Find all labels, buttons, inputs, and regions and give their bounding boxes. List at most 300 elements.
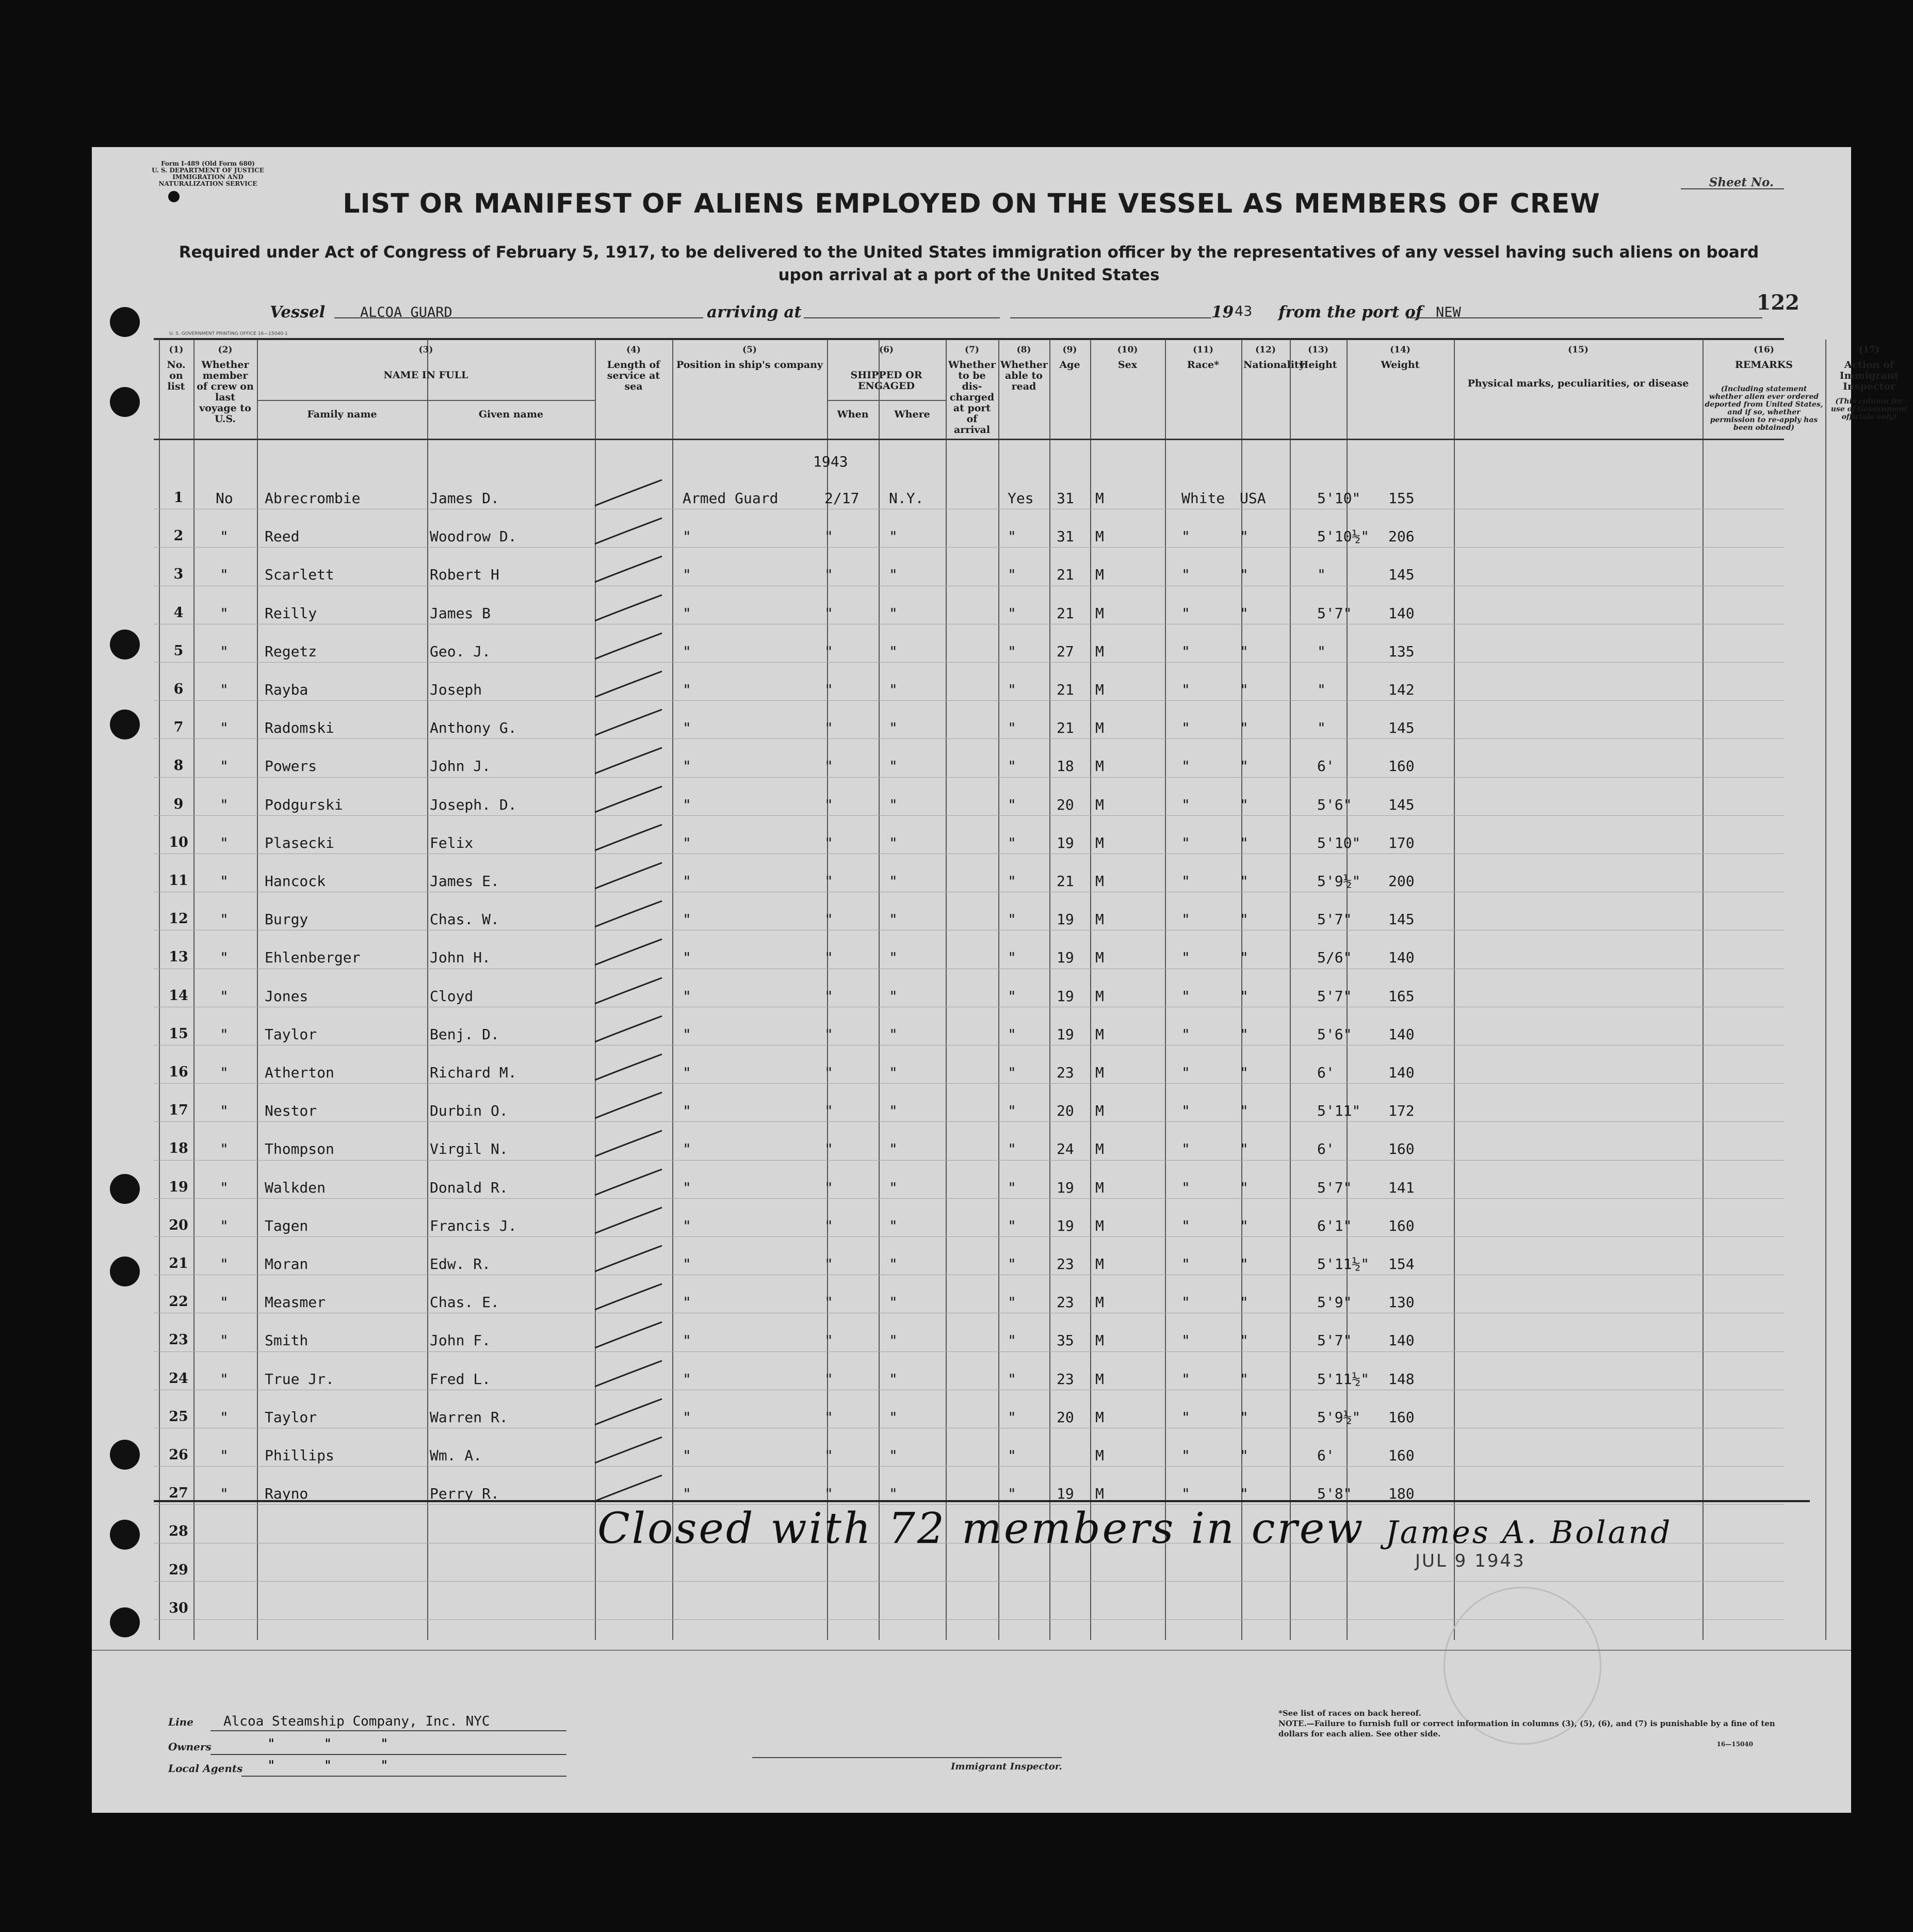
cell-no: 23	[169, 1332, 188, 1348]
cell-prev: "	[220, 1179, 229, 1196]
cell-where: "	[889, 1102, 898, 1120]
cell-position: "	[683, 949, 691, 967]
cell-read: "	[1008, 1064, 1016, 1081]
cell-weight: 145	[1388, 911, 1415, 928]
cell-sex: M	[1095, 987, 1104, 1005]
cell-given: Warren R.	[430, 1408, 508, 1426]
col15-number: (15)	[1568, 345, 1588, 355]
cell-position: "	[683, 1140, 691, 1158]
service-pen-stroke	[590, 896, 672, 932]
cell-age: 23	[1057, 1255, 1074, 1273]
cell-weight: 206	[1388, 528, 1415, 545]
cell-family: Atherton	[265, 1064, 334, 1081]
cell-nationality: "	[1240, 1025, 1249, 1043]
cell-weight: 160	[1388, 1447, 1415, 1464]
cell-family: Scarlett	[265, 566, 334, 584]
cell-age: 20	[1057, 1102, 1074, 1120]
cell-nationality: "	[1240, 528, 1249, 545]
cell-given: James E.	[430, 873, 499, 890]
cell-family: Taylor	[265, 1025, 317, 1043]
cell-where: "	[889, 719, 898, 737]
column-rule	[1090, 340, 1091, 1640]
cell-position: "	[683, 1447, 691, 1464]
cell-given: Francis J.	[430, 1217, 517, 1234]
cell-prev: "	[220, 528, 229, 545]
col14-header: Weight	[1381, 359, 1420, 371]
cell-prev: "	[220, 1408, 229, 1426]
col5-header: Position in ship's company	[676, 359, 823, 371]
cell-when: "	[824, 1255, 833, 1273]
service-pen-stroke	[590, 781, 672, 817]
sheet-number: 122	[1756, 291, 1799, 315]
cell-given: James B	[430, 604, 491, 622]
cell-when: "	[824, 911, 833, 928]
races-note: *See list of races on back hereof.	[1278, 1709, 1421, 1718]
handwritten-closing-note	[597, 1504, 1672, 1553]
cell-position: "	[683, 528, 691, 545]
cell-nationality: "	[1240, 758, 1249, 775]
cell-prev: "	[220, 1064, 229, 1081]
cell-race: "	[1181, 719, 1190, 737]
cell-weight: 142	[1388, 681, 1415, 698]
cell-when: "	[824, 1408, 833, 1426]
cell-read: "	[1008, 1217, 1016, 1234]
cell-position: "	[683, 873, 691, 890]
cell-age: 19	[1057, 911, 1074, 928]
cell-position: "	[683, 1370, 691, 1388]
cell-position: "	[683, 1408, 691, 1426]
form-code: 16—15040	[1716, 1741, 1753, 1748]
cell-race: "	[1181, 1025, 1190, 1043]
cell-age: 19	[1057, 987, 1074, 1005]
service-pen-stroke	[590, 475, 672, 511]
col3-subheader-divider	[427, 400, 428, 440]
cell-family: Hancock	[265, 873, 326, 890]
cell-weight: 140	[1388, 1332, 1415, 1349]
cell-read: "	[1008, 987, 1016, 1005]
cell-position: "	[683, 566, 691, 584]
cell-position: "	[683, 1179, 691, 1196]
cell-height: 5'7"	[1317, 1179, 1352, 1196]
cell-read: Yes	[1008, 490, 1034, 507]
cell-read: "	[1008, 1332, 1016, 1349]
cell-race: "	[1181, 1179, 1190, 1196]
cell-position: "	[683, 719, 691, 737]
cell-age: 20	[1057, 1408, 1074, 1426]
row-rule	[154, 1351, 1784, 1352]
cell-age: 21	[1057, 566, 1074, 584]
cell-where: "	[889, 1064, 898, 1081]
row-rule	[154, 738, 1784, 739]
cell-where: "	[889, 642, 898, 660]
cell-where: "	[889, 987, 898, 1005]
cell-race: "	[1181, 834, 1190, 851]
cell-prev: "	[220, 604, 229, 622]
cell-family: Abrecrombie	[265, 490, 361, 507]
service-pen-stroke	[590, 1279, 672, 1315]
cell-height: "	[1317, 642, 1326, 660]
manifest-sheet	[92, 147, 1908, 1813]
cell-height: 5'7"	[1317, 987, 1352, 1005]
cell-where: "	[889, 1370, 898, 1388]
cell-weight: 172	[1388, 1102, 1415, 1120]
cell-race: "	[1181, 796, 1190, 813]
col7-header: Whether to be dis-charged at port of arrival	[948, 359, 996, 436]
service-pen-stroke	[590, 590, 672, 626]
local-agents-label: Local Agents	[168, 1762, 243, 1775]
cell-no: 11	[169, 873, 188, 889]
cell-sex: M	[1095, 1447, 1104, 1464]
col12-number: (12)	[1255, 345, 1276, 355]
col10-number: (10)	[1117, 345, 1138, 355]
col16-header: REMARKS	[1734, 359, 1793, 371]
cell-nationality: "	[1240, 949, 1249, 967]
column-rule	[1049, 340, 1050, 1640]
cell-when: "	[824, 1217, 833, 1234]
cell-sex: M	[1095, 949, 1104, 967]
service-pen-stroke	[590, 1011, 672, 1047]
col12-header: Nationality	[1243, 359, 1305, 371]
service-pen-stroke	[590, 1049, 672, 1085]
col14-number: (14)	[1390, 345, 1411, 355]
col9-header: Age	[1059, 359, 1080, 371]
owners-value: " " "	[267, 1736, 388, 1752]
service-pen-stroke	[590, 1241, 672, 1277]
row-rule	[154, 1083, 1784, 1084]
cell-prev: "	[220, 987, 229, 1005]
cell-sex: M	[1095, 1294, 1104, 1311]
cell-when: "	[824, 1370, 833, 1388]
year-note: 1943	[813, 453, 848, 470]
col3-number: (3)	[418, 345, 433, 355]
cell-weight: 140	[1388, 604, 1415, 622]
cell-race: "	[1181, 566, 1190, 584]
cell-race: "	[1181, 1255, 1190, 1273]
table-top-border	[154, 338, 1784, 340]
col13-header: Height	[1299, 359, 1337, 371]
column-rule	[1290, 340, 1291, 1640]
cell-position: "	[683, 1294, 691, 1311]
cell-height: 6'	[1317, 1447, 1335, 1464]
cell-race: "	[1181, 1447, 1190, 1464]
cell-no: 16	[169, 1064, 188, 1080]
cell-sex: M	[1095, 1064, 1104, 1081]
cell-read: "	[1008, 604, 1016, 622]
cell-sex: M	[1095, 834, 1104, 851]
cell-sex: M	[1095, 681, 1104, 698]
cell-age: 21	[1057, 719, 1074, 737]
cell-prev: "	[220, 1102, 229, 1120]
col2-number: (2)	[218, 345, 233, 355]
cell-race: "	[1181, 1102, 1190, 1120]
cell-no: 8	[173, 758, 184, 774]
cell-given: Benj. D.	[430, 1025, 499, 1043]
cell-where: "	[889, 1217, 898, 1234]
cell-position: "	[683, 987, 691, 1005]
cell-no: 27	[169, 1485, 188, 1502]
penalty-note: NOTE.—Failure to furnish full or correct information in columns (3), (5), (6), and (7) is punishable by a fine of ten dollars for each alien. See other side.	[1278, 1719, 1775, 1738]
cell-weight: 170	[1388, 834, 1415, 851]
line-underline	[210, 1730, 566, 1731]
cell-race: "	[1181, 949, 1190, 967]
service-pen-stroke	[590, 819, 672, 856]
col6-subheader-divider	[879, 400, 880, 440]
cell-family: Nestor	[265, 1102, 317, 1120]
year-prefix: 19	[1211, 303, 1234, 321]
cell-nationality: "	[1240, 1294, 1249, 1311]
col9-number: (9)	[1062, 345, 1077, 355]
cell-read: "	[1008, 719, 1016, 737]
cell-weight: 130	[1388, 1294, 1415, 1311]
cell-family: Thompson	[265, 1140, 334, 1158]
cell-when: "	[824, 719, 833, 737]
col4-number: (4)	[626, 345, 641, 355]
cell-position: "	[683, 1217, 691, 1234]
line-value: Alcoa Steamship Company, Inc. NYC	[223, 1714, 490, 1729]
cell-height: 5/6"	[1317, 949, 1352, 967]
column-rule	[879, 340, 880, 1640]
department-name: U. S. DEPARTMENT OF JUSTICE	[152, 167, 264, 174]
col6-sub2: Where	[894, 409, 930, 420]
cell-family: Burgy	[265, 911, 309, 928]
cell-prev: "	[220, 1140, 229, 1158]
cell-given: Woodrow D.	[430, 528, 517, 545]
column-rule	[427, 340, 428, 1640]
form-number: Form I-489 (Old Form 680)	[161, 160, 255, 167]
col6-sub1: When	[837, 409, 869, 420]
footer-notes	[1278, 1708, 1794, 1749]
cell-where: "	[889, 1025, 898, 1043]
cell-nationality: "	[1240, 873, 1249, 890]
cell-where: "	[889, 1332, 898, 1349]
cell-age: 23	[1057, 1294, 1074, 1311]
service-pen-stroke	[590, 934, 672, 970]
service-pen-stroke	[590, 628, 672, 664]
cell-prev: "	[220, 1294, 229, 1311]
cell-height: 6'	[1317, 1140, 1335, 1158]
cell-family: Reed	[265, 528, 300, 545]
cell-sex: M	[1095, 911, 1104, 928]
cell-weight: 180	[1388, 1485, 1415, 1503]
cell-position: "	[683, 796, 691, 813]
cell-when: "	[824, 1447, 833, 1464]
cell-prev: "	[220, 1025, 229, 1043]
cell-family: Phillips	[265, 1447, 334, 1464]
cell-weight: 160	[1388, 1140, 1415, 1158]
cell-position: "	[683, 1064, 691, 1081]
cell-prev: "	[220, 911, 229, 928]
cell-given: Felix	[430, 834, 474, 851]
cell-family: Powers	[265, 758, 317, 775]
cell-height: "	[1317, 719, 1326, 737]
cell-height: 5'9½"	[1317, 873, 1361, 890]
cell-given: Edw. R.	[430, 1255, 491, 1273]
cell-position: "	[683, 758, 691, 775]
cell-read: "	[1008, 1294, 1016, 1311]
col8-header: Whether able to read	[1000, 359, 1048, 392]
cell-read: "	[1008, 681, 1016, 698]
cell-when: "	[824, 604, 833, 622]
cell-prev: "	[220, 758, 229, 775]
immigrant-inspector-label: Immigrant Inspector.	[951, 1761, 1062, 1772]
col4-header: Length of service at sea	[607, 359, 660, 392]
cell-no: 1	[173, 490, 184, 506]
col1-number: (1)	[169, 345, 184, 355]
cell-no: 7	[173, 719, 184, 736]
cell-weight: 160	[1388, 1408, 1415, 1426]
cell-weight: 165	[1388, 987, 1415, 1005]
cell-sex: M	[1095, 1025, 1104, 1043]
cell-height: 5'7"	[1317, 1332, 1352, 1349]
cell-where: "	[889, 604, 898, 622]
cell-where: "	[889, 1447, 898, 1464]
cell-weight: 154	[1388, 1255, 1415, 1273]
cell-read: "	[1008, 949, 1016, 967]
cell-read: "	[1008, 1408, 1016, 1426]
cell-where: "	[889, 1294, 898, 1311]
cell-read: "	[1008, 566, 1016, 584]
cell-sex: M	[1095, 1370, 1104, 1388]
cell-height: 5'7"	[1317, 604, 1352, 622]
cell-nationality: "	[1240, 1255, 1249, 1273]
service-pen-stroke	[590, 973, 672, 1009]
cell-family: Rayno	[265, 1485, 309, 1503]
cell-no: 6	[173, 681, 184, 697]
punch-hole	[110, 1440, 140, 1470]
cell-read: "	[1008, 796, 1016, 813]
punch-hole	[110, 1257, 140, 1286]
cell-no: 4	[173, 604, 184, 621]
cell-given: James D.	[430, 490, 499, 507]
cell-sex: M	[1095, 873, 1104, 890]
header-bottom-border	[154, 439, 1784, 440]
cell-prev: "	[220, 642, 229, 660]
cell-age: 23	[1057, 1064, 1074, 1081]
cell-height: 5'11½"	[1317, 1255, 1370, 1273]
cell-family: Ehlenberger	[265, 949, 361, 967]
cell-height: 5'11"	[1317, 1102, 1361, 1120]
cell-prev: No	[216, 490, 233, 507]
cell-family: Moran	[265, 1255, 309, 1273]
cell-age: 24	[1057, 1140, 1074, 1158]
cell-given: Perry R.	[430, 1485, 499, 1503]
page-title: LIST OR MANIFEST OF ALIENS EMPLOYED ON THE VESSEL AS MEMBERS OF CREW	[343, 188, 1600, 219]
cell-nationality: "	[1240, 1179, 1249, 1196]
cell-height: 5'8"	[1317, 1485, 1352, 1503]
cell-no: 10	[169, 834, 188, 850]
col11-header: Race*	[1187, 359, 1220, 371]
cell-height: 5'6"	[1317, 1025, 1352, 1043]
cell-race: "	[1181, 1217, 1190, 1234]
cell-nationality: "	[1240, 604, 1249, 622]
cell-where: "	[889, 796, 898, 813]
cell-nationality: USA	[1240, 490, 1266, 507]
cell-height: 5'9½"	[1317, 1408, 1361, 1426]
cell-read: "	[1008, 642, 1016, 660]
cell-when: "	[824, 681, 833, 698]
service-pen-stroke	[590, 1432, 672, 1468]
cell-height: 6'1"	[1317, 1217, 1352, 1234]
cell-family: Podgurski	[265, 796, 343, 813]
cell-race: "	[1181, 987, 1190, 1005]
cell-height: 5'11½"	[1317, 1370, 1370, 1388]
col2-header: Whether member of crew on last voyage to U.S.	[197, 359, 254, 425]
cell-given: Geo. J.	[430, 642, 491, 660]
form-identifier	[143, 160, 272, 187]
cell-prev: "	[220, 1370, 229, 1388]
cell-sex: M	[1095, 1217, 1104, 1234]
punch-hole	[110, 630, 140, 659]
cell-nationality: "	[1240, 911, 1249, 928]
cell-family: Regetz	[265, 642, 317, 660]
cell-given: Wm. A.	[430, 1447, 482, 1464]
cell-when: "	[824, 1485, 833, 1503]
cell-height: 6'	[1317, 758, 1335, 775]
row-rule	[154, 1198, 1784, 1199]
service-pen-stroke	[590, 858, 672, 894]
cell-when: "	[824, 528, 833, 545]
from-port-value: NEW	[1436, 304, 1461, 320]
row-rule	[154, 1121, 1784, 1122]
cell-read: "	[1008, 1179, 1016, 1196]
cell-read: "	[1008, 911, 1016, 928]
cell-given: John J.	[430, 758, 491, 775]
col8-number: (8)	[1016, 345, 1031, 355]
local-agents-underline	[241, 1776, 566, 1777]
cell-given: John F.	[430, 1332, 491, 1349]
cell-position: "	[683, 604, 691, 622]
cell-where: "	[889, 1140, 898, 1158]
cell-read: "	[1008, 1485, 1016, 1503]
cell-weight: 135	[1388, 642, 1415, 660]
cell-age: 19	[1057, 1025, 1074, 1043]
cell-prev: "	[220, 949, 229, 967]
vessel-label: Vessel	[270, 303, 326, 321]
arriving-field	[804, 317, 1000, 318]
column-rule	[1454, 340, 1455, 1640]
cell-where: N.Y.	[889, 490, 924, 507]
date-field	[1010, 317, 1211, 318]
column-rule	[1825, 340, 1826, 1640]
cell-when: "	[824, 1294, 833, 1311]
cell-read: "	[1008, 1025, 1016, 1043]
cell-read: "	[1008, 1140, 1016, 1158]
col1-header: No. on list	[167, 359, 186, 392]
cell-height: 5'10"	[1317, 490, 1361, 507]
cell-no: 14	[169, 987, 188, 1004]
service-pen-stroke	[590, 1356, 672, 1392]
cell-where: "	[889, 873, 898, 890]
cell-sex: M	[1095, 1408, 1104, 1426]
cell-nationality: "	[1240, 642, 1249, 660]
cell-weight: 160	[1388, 758, 1415, 775]
service-pen-stroke	[590, 743, 672, 779]
col5-number: (5)	[742, 345, 757, 355]
cell-age: 21	[1057, 681, 1074, 698]
cell-read: "	[1008, 1447, 1016, 1464]
cell-sex: M	[1095, 566, 1104, 584]
col3-sub2: Given name	[478, 409, 544, 420]
cell-sex: M	[1095, 796, 1104, 813]
cell-age: 19	[1057, 1217, 1074, 1234]
cell-position: "	[683, 681, 691, 698]
cell-age: 35	[1057, 1332, 1074, 1349]
cell-where: "	[889, 1485, 898, 1503]
cell-prev: "	[220, 1332, 229, 1349]
cell-race: "	[1181, 528, 1190, 545]
cell-weight: 145	[1388, 796, 1415, 813]
cell-weight: 148	[1388, 1370, 1415, 1388]
